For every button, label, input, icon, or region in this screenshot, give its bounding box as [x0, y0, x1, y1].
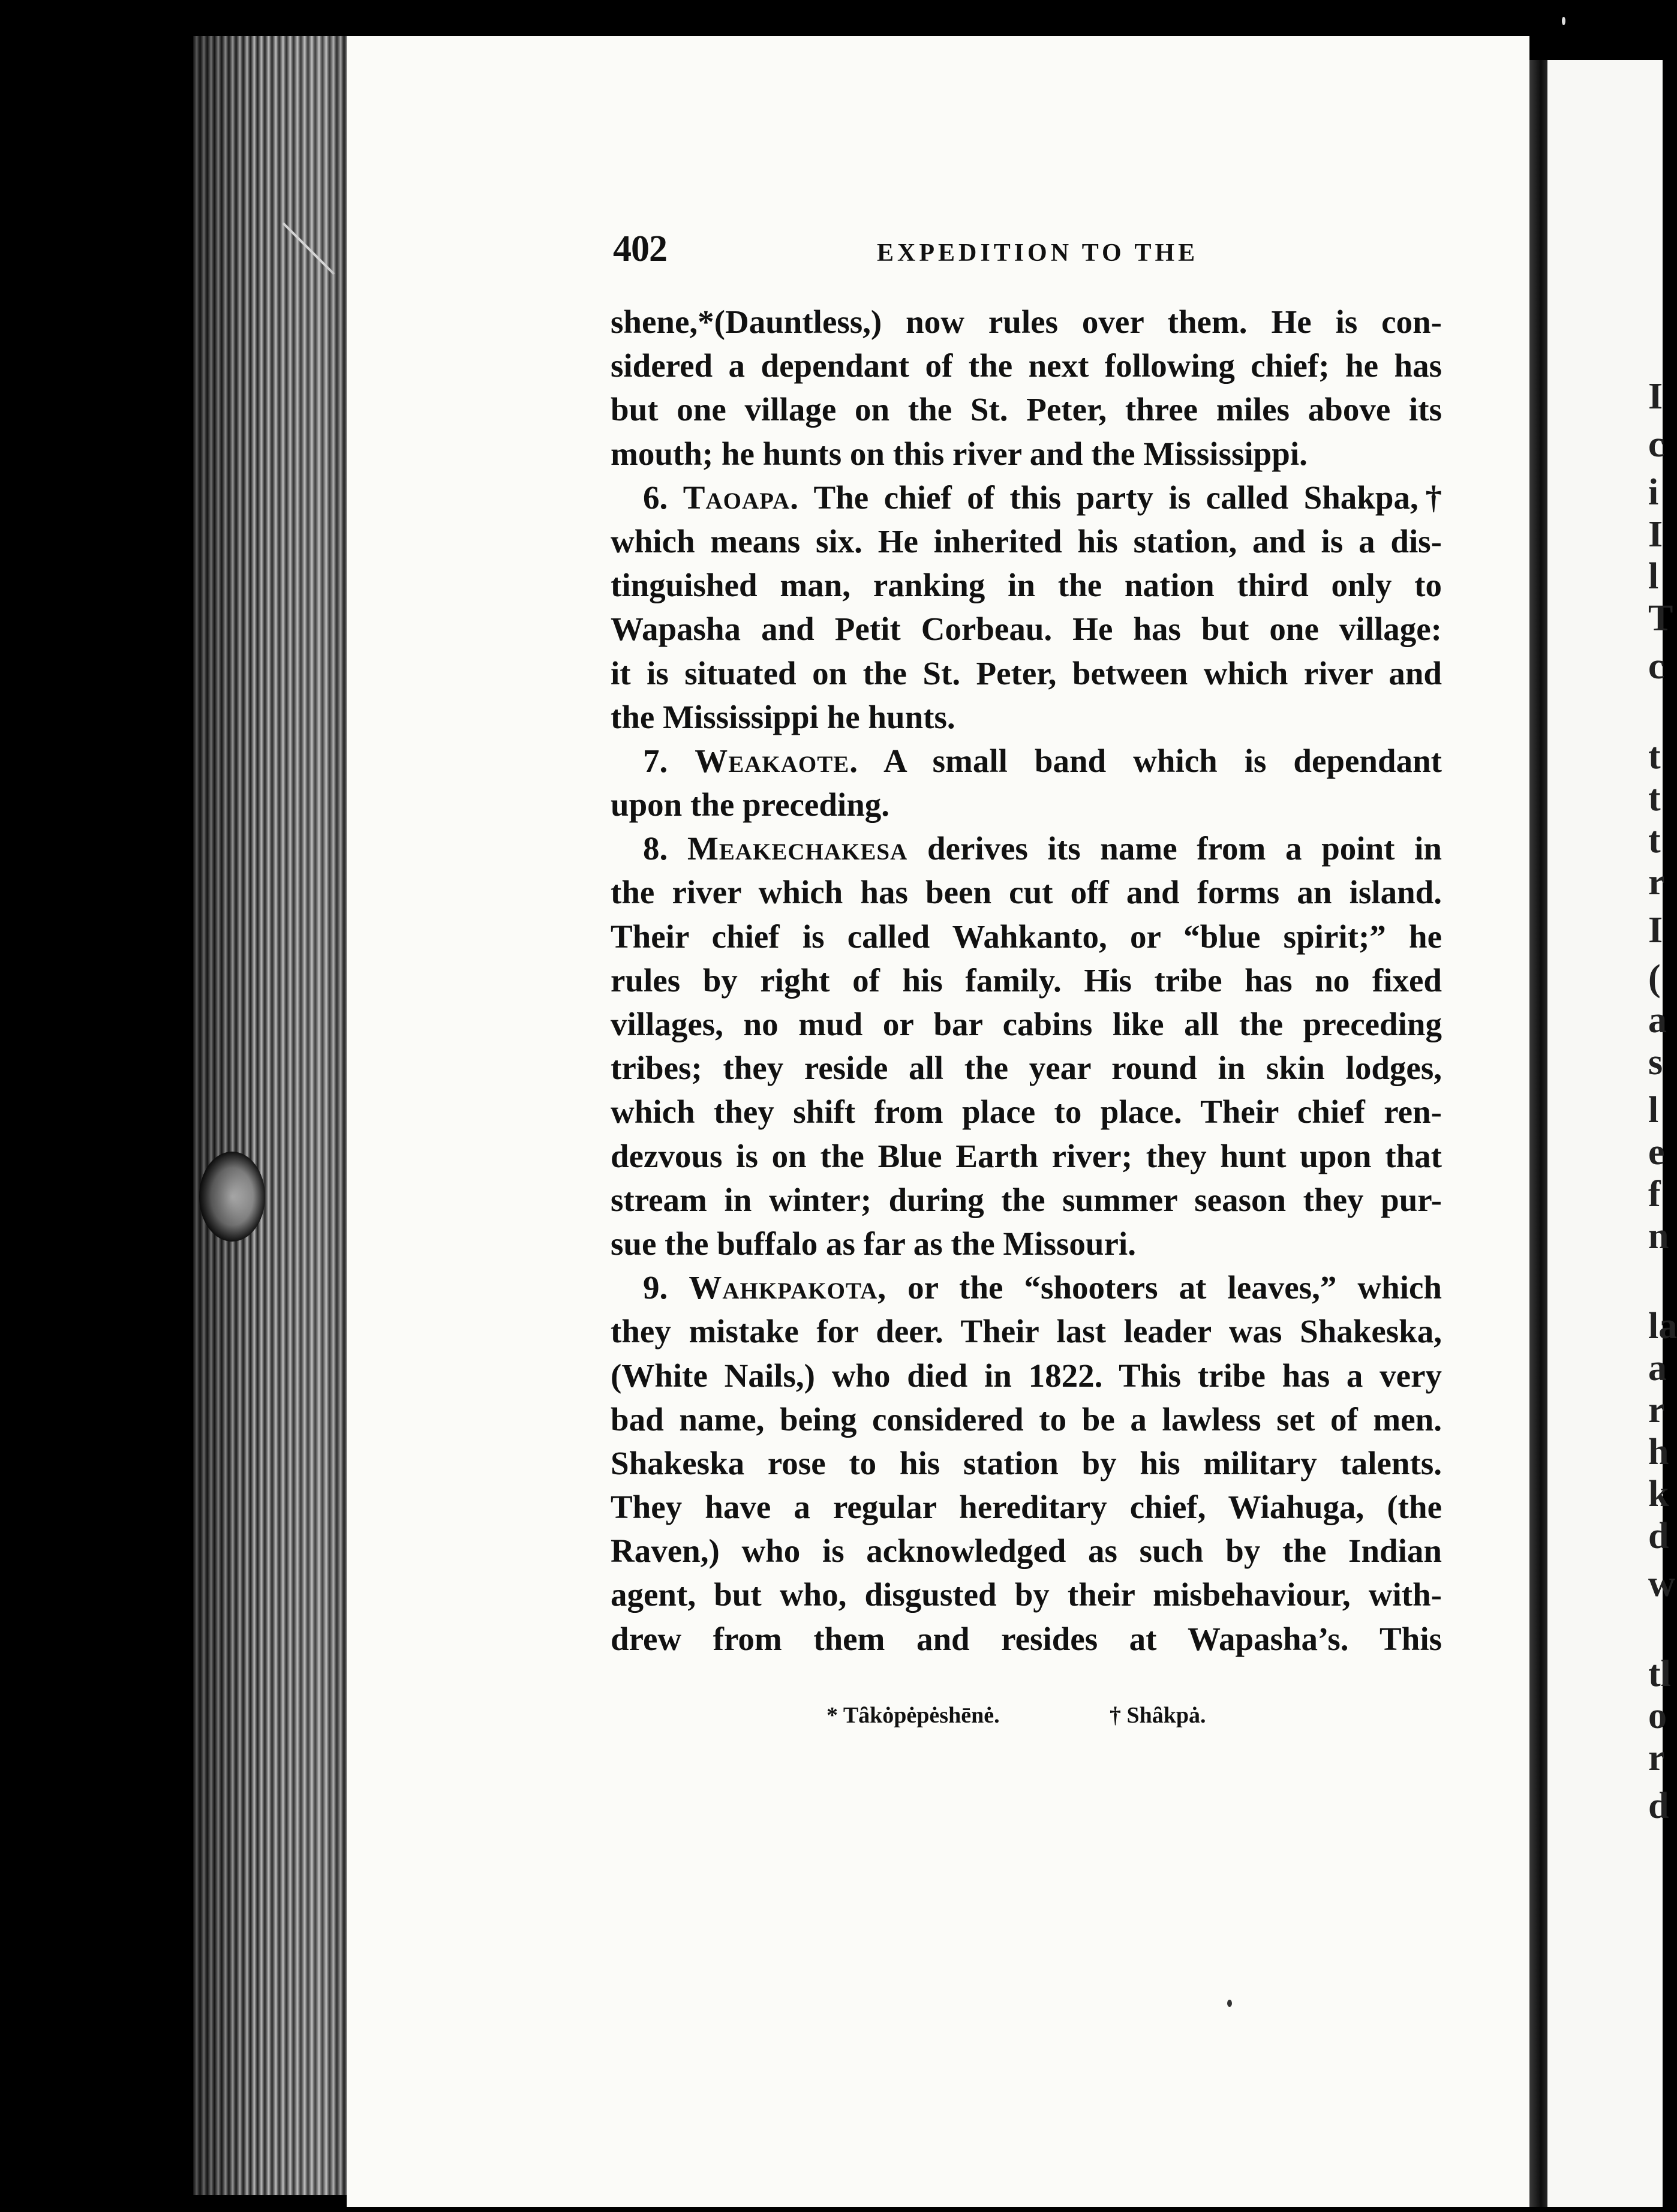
text-line: bad name, being considered to be a lawless set of men. — [611, 1400, 1442, 1438]
next-page-glyph: r — [1648, 1390, 1665, 1430]
paragraph-first-line — [611, 1266, 1442, 1309]
text-line: (White Nails,) who died in 1822. This tribe has a very — [611, 1357, 1442, 1394]
next-page-glyph: t — [1648, 778, 1661, 819]
next-page-glyph: a — [1648, 1348, 1667, 1388]
text-line: they mistake for deer. Their last leader was Shakeska, — [611, 1313, 1442, 1350]
next-page-glyph: i — [1648, 472, 1659, 513]
next-page-glyph: I — [1648, 910, 1663, 951]
next-page-glyph: e — [1648, 1132, 1665, 1173]
next-page-glyph: T — [1648, 598, 1673, 639]
text-line: stream in winter; during the summer season they pur- — [611, 1181, 1442, 1218]
text-line: sidered a dependant of the next following chief; he has — [611, 347, 1442, 384]
paragraph-first-line — [611, 827, 1442, 870]
page-number: 402 — [613, 229, 667, 269]
text-line: the river which has been cut off and forms an island. — [611, 874, 1442, 911]
text-line: shene,*(Dauntless,) now rules over them. He is con- — [611, 303, 1442, 340]
next-page-glyph: f — [1648, 1174, 1661, 1215]
next-page-glyph: ( — [1648, 958, 1661, 999]
text-run: derives its name from a point in — [927, 830, 1442, 867]
text-line: rules by right of his family. His tribe has no fixed — [611, 961, 1442, 999]
paragraph-number: 6. — [643, 479, 668, 516]
text-line: Raven,) who is acknowledged as such by the Indian — [611, 1532, 1442, 1570]
text-line: Wapasha and Petit Corbeau. He has but one village: — [611, 611, 1442, 648]
next-page-glyph: tl — [1648, 1654, 1671, 1694]
paragraph-number: 8. — [643, 830, 668, 867]
body-text — [611, 300, 1442, 1661]
smudge-mark — [199, 1152, 265, 1242]
footnote-dagger: † Shȃkpȧ. — [1110, 1703, 1206, 1728]
page-speck — [1227, 2000, 1232, 2007]
running-title: EXPEDITION TO THE — [877, 239, 1199, 267]
book-gutter — [1529, 60, 1549, 2207]
next-page-glyph: la — [1648, 1306, 1677, 1347]
next-page-glyph: d — [1648, 1516, 1669, 1556]
next-page-glyph: w — [1648, 1564, 1675, 1604]
book-fore-edge — [193, 36, 348, 2195]
next-page-glyph: h — [1648, 1432, 1669, 1472]
footnote-asterisk: * Tȃkȯpėpėshēnė. — [827, 1703, 1000, 1728]
text-line: but one village on the St. Peter, three miles above its — [611, 391, 1442, 428]
paragraph-number: 7. — [643, 742, 668, 779]
text-line: tinguished man, ranking in the nation third only to — [611, 567, 1442, 604]
text-line: it is situated on the St. Peter, between which river and — [611, 654, 1442, 692]
next-page-glyph: l — [1648, 1090, 1659, 1131]
next-page-glyph: t — [1648, 736, 1661, 777]
next-page-glyph: I — [1648, 514, 1663, 555]
text-line: tribes; they reside all the year round in skin lodges, — [611, 1050, 1442, 1087]
next-page-glyph: n — [1648, 1216, 1669, 1257]
text-line: dezvous is on the Blue Earth river; they hunt upon that — [611, 1137, 1442, 1174]
page-speck — [1562, 17, 1565, 25]
text-line: sue the buffalo as far as the Missouri. — [611, 1225, 1136, 1262]
next-page-glyph: l — [1648, 556, 1659, 597]
next-page-glyph: a — [1648, 1000, 1667, 1041]
text-line: the Mississippi he hunts. — [611, 698, 955, 735]
next-page-glyph: c — [1648, 646, 1665, 687]
next-page-glyph: k — [1648, 1474, 1669, 1514]
next-page-glyph: d — [1648, 1786, 1669, 1826]
text-run: The chief of this party is called Shakpa,† — [813, 479, 1442, 516]
text-line: drew from them and resides at Wapasha’s. This — [611, 1620, 1442, 1657]
band-name: Weakaote. — [695, 742, 859, 779]
text-line: Shakeska rose to his station by his military talents. — [611, 1444, 1442, 1481]
text-line: Their chief is called Wahkanto, or “blue spirit;” he — [611, 918, 1442, 955]
text-line: which they shift from place to place. Their chief ren- — [611, 1093, 1442, 1131]
next-page-glyph: c — [1648, 424, 1665, 465]
scratch-mark — [282, 223, 335, 275]
paragraph-number: 9. — [643, 1269, 668, 1306]
next-page-glyph: t — [1648, 820, 1661, 861]
text-run: A small band which is dependant — [883, 742, 1442, 779]
band-name: Wahkpakota, — [689, 1269, 886, 1306]
band-name: Taoapa. — [683, 479, 799, 516]
running-head — [613, 228, 1441, 276]
text-line: which means six. He inherited his station, and is a dis- — [611, 522, 1442, 560]
text-line: villages, no mud or bar cabins like all the preceding — [611, 1006, 1442, 1042]
text-line: upon the preceding. — [611, 786, 890, 824]
next-page-glyph: r — [1648, 862, 1665, 903]
paragraph-first-line — [611, 739, 1442, 783]
paragraph-first-line — [611, 476, 1442, 519]
next-page-glyph: o — [1648, 1696, 1667, 1736]
footnotes — [827, 1702, 1366, 1738]
text-line: They have a regular hereditary chief, Wiahuga, (the — [611, 1489, 1442, 1526]
band-name: Meakechakesa — [687, 830, 908, 867]
next-page-glyph: I — [1648, 376, 1663, 417]
next-page-glyph: s — [1648, 1042, 1663, 1083]
next-page-edge — [1547, 60, 1677, 2207]
text-run: or the “shooters at leaves,” which — [907, 1269, 1442, 1306]
text-line: mouth; he hunts on this river and the Mississippi. — [611, 435, 1308, 472]
text-line: agent, but who, disgusted by their misbehaviour, with- — [611, 1576, 1442, 1613]
next-page-glyph: r — [1648, 1738, 1665, 1778]
